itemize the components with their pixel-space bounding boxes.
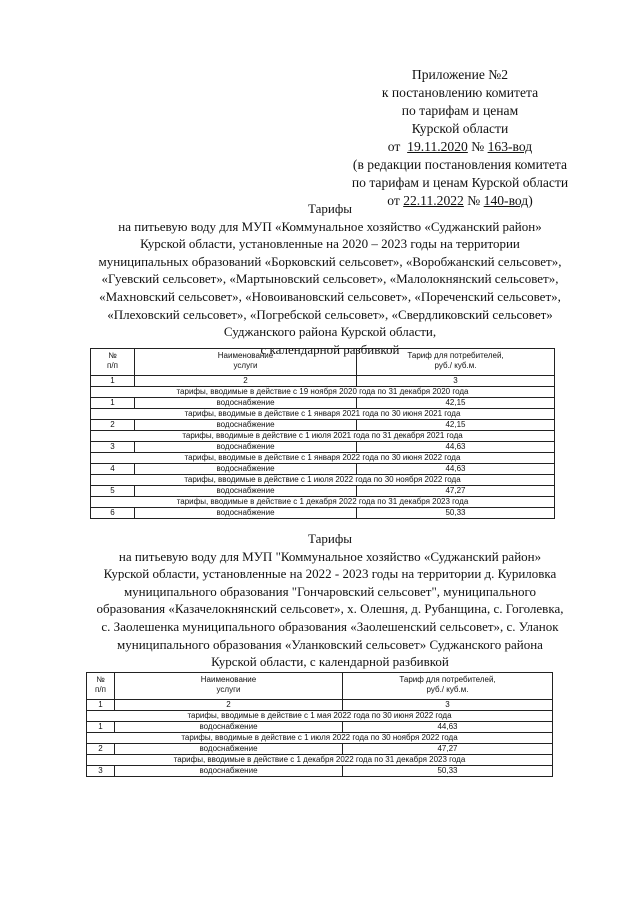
period-row — [87, 711, 553, 722]
service-name: водоснабжение — [135, 486, 357, 497]
table-row — [91, 442, 555, 453]
row-number: 2 — [91, 420, 135, 431]
service-name: водоснабжение — [135, 464, 357, 475]
column-header: Тариф для потребителей, руб./ куб.м. — [357, 349, 555, 376]
table-row — [91, 398, 555, 409]
table-row — [87, 722, 553, 733]
appendix-resolution — [320, 138, 600, 156]
section2-text-line: на питьевую воду для МУП "Коммунальное хозяйство «Суджанский район» — [118, 548, 542, 564]
number-prefix: № — [471, 139, 485, 154]
section1-text-line: Суджанского района Курской области, — [223, 324, 437, 340]
table-row — [91, 420, 555, 431]
row-number: 4 — [91, 464, 135, 475]
table-header-row — [91, 349, 555, 376]
appendix-header — [320, 66, 600, 210]
column-header: Наименование услуги — [115, 673, 343, 700]
table-index-row — [87, 700, 553, 711]
date-prefix: от — [387, 139, 401, 154]
service-name: водоснабжение — [135, 442, 357, 453]
resolution-number: 163-вод — [487, 139, 533, 154]
row-number: 5 — [91, 486, 135, 497]
section1-tariff-table — [90, 348, 555, 519]
appendix-title: Приложение №2 — [411, 67, 509, 82]
column-index: 3 — [343, 700, 553, 711]
amendment-number: 140-вод — [483, 193, 529, 208]
tariff-value: 44,63 — [357, 442, 555, 453]
row-number: 1 — [87, 722, 115, 733]
amendment-resolution: от 22.11.2022 № 140-вод) — [387, 193, 533, 208]
section1-text-line: муниципальных образований «Борковский сельсовет», «Воробжанский сельсовет», — [98, 253, 562, 269]
tariff-value: 47,27 — [343, 744, 553, 755]
period-row — [91, 497, 555, 508]
period-label: тарифы, вводимые в действие с 1 июля 2022 года по 30 ноября 2022 года — [91, 475, 555, 486]
row-number: 2 — [87, 744, 115, 755]
column-index: 2 — [135, 376, 357, 387]
row-number: 6 — [91, 508, 135, 519]
column-header: Наименование услуги — [135, 349, 357, 376]
column-index: 2 — [115, 700, 343, 711]
section2-description — [60, 548, 600, 671]
service-name: водоснабжение — [135, 398, 357, 409]
section1-text-line: на питьевую воду для МУП «Коммунальное хозяйство «Суджанский район» — [118, 218, 542, 234]
service-name: водоснабжение — [135, 508, 357, 519]
row-number: 3 — [87, 766, 115, 777]
row-number: 3 — [91, 442, 135, 453]
section2-text-line: образования «Казачелокнянский сельсовет», х. Олешня, д. Рубанщина, с. Гоголевка, — [96, 601, 564, 617]
section2-heading: Тарифы — [307, 531, 352, 546]
section1-text-line: Курской области, установленные на 2020 – 2023 годы на территории — [140, 236, 520, 252]
period-label: тарифы, вводимые в действие с 1 декабря 2022 года по 31 декабря 2023 года — [91, 497, 555, 508]
tariff-value: 50,33 — [357, 508, 555, 519]
table-header-row — [87, 673, 553, 700]
section1-heading: Тарифы — [307, 201, 352, 216]
section2-text-line: муниципального образования "Гончаровский сельсовет", муниципального — [123, 583, 537, 599]
amendment-date: 22.11.2022 — [403, 193, 464, 208]
table-row — [87, 766, 553, 777]
service-name: водоснабжение — [115, 744, 343, 755]
section2-text-line: Курской области, установленные на 2022 - 2023 годы на территории д. Куриловка — [103, 566, 557, 582]
table-index-row — [91, 376, 555, 387]
tariff-value: 42,15 — [357, 398, 555, 409]
amendment-line-1: (в редакции постановления комитета — [352, 157, 568, 172]
period-row — [91, 387, 555, 398]
table-row — [91, 508, 555, 519]
column-header: № п/п — [87, 673, 115, 700]
period-row — [91, 431, 555, 442]
tariff-value: 44,63 — [343, 722, 553, 733]
table-row — [87, 744, 553, 755]
period-label: тарифы, вводимые в действие с 1 мая 2022 года по 30 июня 2022 года — [87, 711, 553, 722]
column-header: Тариф для потребителей, руб./ куб.м. — [343, 673, 553, 700]
tariff-value: 44,63 — [357, 464, 555, 475]
section1-text-line: «Махновский сельсовет», «Новоивановский сельсовет», «Пореченский сельсовет», — [99, 288, 561, 304]
tariff-value: 47,27 — [357, 486, 555, 497]
service-name: водоснабжение — [115, 766, 343, 777]
appendix-line-2: по тарифам и ценам — [401, 103, 519, 118]
service-name: водоснабжение — [135, 420, 357, 431]
tariff-value: 42,15 — [357, 420, 555, 431]
section2-text-line: с. Заолешенка муниципального образования «Заолешенский сельсовет», с. Уланок — [101, 618, 559, 634]
section2-title — [60, 530, 600, 671]
period-row — [87, 733, 553, 744]
period-row — [91, 475, 555, 486]
section1-text-line: «Плеховский сельсовет», «Погребской сельсовет», «Свердликовский сельсовет» — [107, 306, 553, 322]
section2-tariff-table — [86, 672, 553, 777]
tariff-value: 50,33 — [343, 766, 553, 777]
column-index: 1 — [87, 700, 115, 711]
period-label: тарифы, вводимые в действие с 19 ноября 2020 года по 31 декабря 2020 года — [91, 387, 555, 398]
table-row — [91, 464, 555, 475]
section1-text-line: с календарной разбивкой — [260, 341, 400, 357]
period-label: тарифы, вводимые в действие с 1 января 2022 года по 30 июня 2022 года — [91, 453, 555, 464]
period-label: тарифы, вводимые в действие с 1 декабря 2022 года по 31 декабря 2023 года — [87, 755, 553, 766]
section2-text-line: Курской области, с календарной разбивкой — [211, 654, 449, 670]
appendix-line-3: Курской области — [411, 121, 509, 136]
period-label: тарифы, вводимые в действие с 1 июля 2021 года по 31 декабря 2021 года — [91, 431, 555, 442]
table-row — [91, 486, 555, 497]
section1-text-line: «Гуевский сельсовет», «Мартыновский сельсовет», «Малолокнянский сельсовет», — [101, 271, 559, 287]
column-index: 3 — [357, 376, 555, 387]
section1-description — [60, 218, 600, 359]
period-row — [91, 453, 555, 464]
amendment-line-2: по тарифам и ценам Курской области — [351, 175, 569, 190]
column-index: 1 — [91, 376, 135, 387]
period-label: тарифы, вводимые в действие с 1 января 2021 года по 30 июня 2021 года — [91, 409, 555, 420]
period-row — [91, 409, 555, 420]
appendix-line-1: к постановлению комитета — [381, 85, 539, 100]
resolution-date: 19.11.2020 — [407, 139, 468, 154]
service-name: водоснабжение — [115, 722, 343, 733]
section2-text-line: муниципального образования «Уланковский сельсовет» Суджанского района — [117, 636, 543, 652]
period-label: тарифы, вводимые в действие с 1 июля 2022 года по 30 ноября 2022 года — [87, 733, 553, 744]
section1-title — [60, 200, 600, 358]
row-number: 1 — [91, 398, 135, 409]
period-row — [87, 755, 553, 766]
column-header: № п/п — [91, 349, 135, 376]
